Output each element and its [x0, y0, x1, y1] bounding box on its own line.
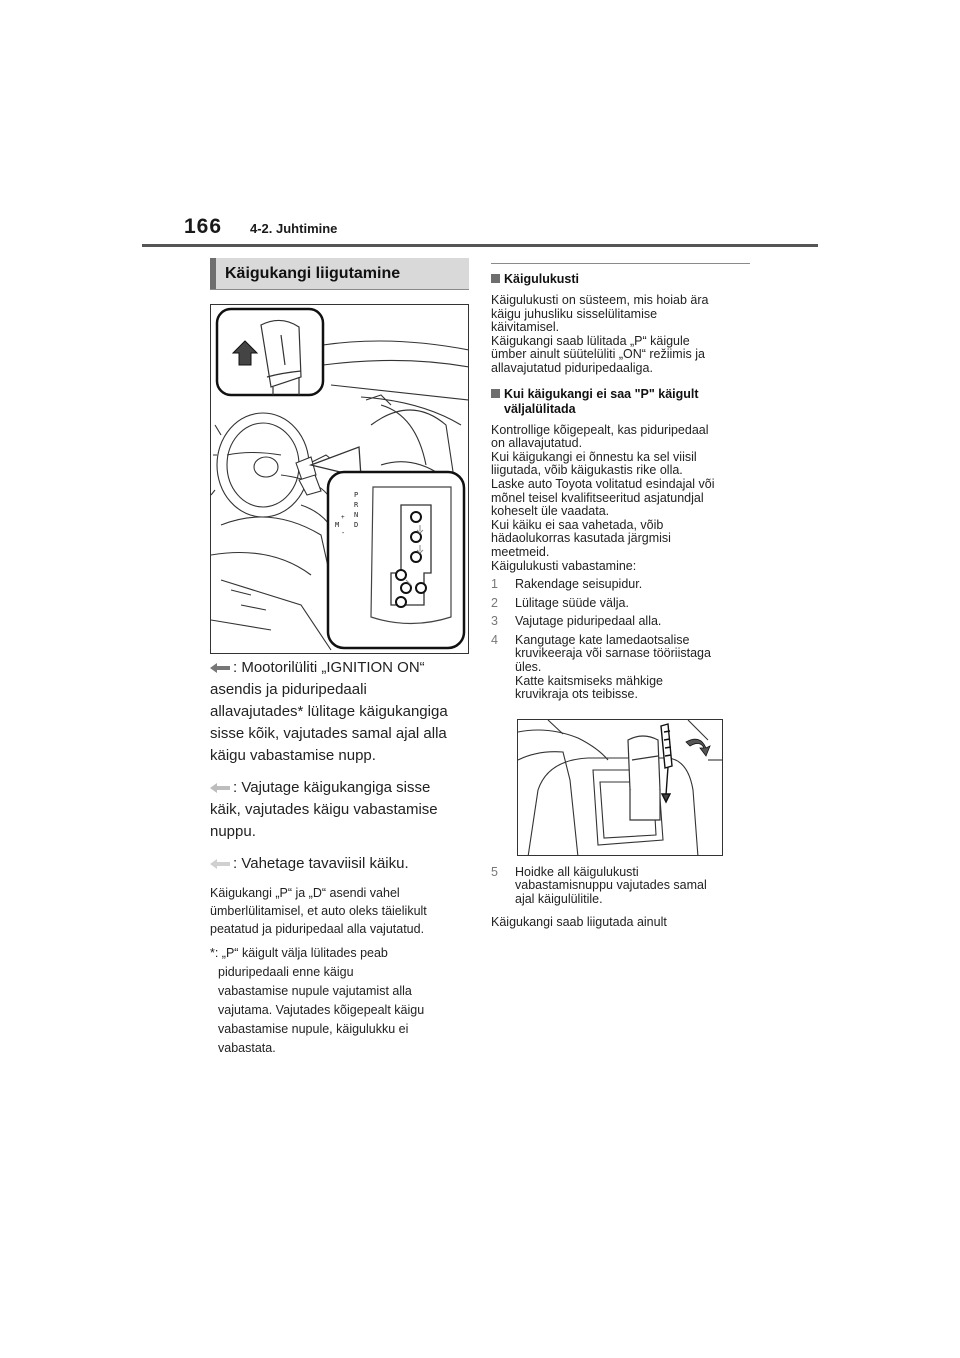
step-3: 3 Vajutage piduripedaal alla. [491, 614, 662, 629]
screwdriver-figure [517, 719, 723, 856]
gear-label-r: R [354, 501, 359, 509]
gear-label-p: P [354, 491, 359, 499]
closing-line: Käigukangi saab liigutada ainult [491, 914, 667, 929]
note-paragraph: Käigukangi „P“ ja „D“ asendi vahel ümberlülitamisel, et auto oleks täielikult peatatud ja piduripedaal alla vajutatud. [210, 886, 427, 936]
release-steps [491, 578, 750, 702]
section-heading: Käigukangi liigutamine [210, 258, 469, 289]
screwdriver-illustration [518, 720, 723, 856]
gear-label-m: M [335, 521, 340, 529]
legend-item-1: : Mootorilüliti „IGNITION ON“ asendis ja piduripedaali allavajutades* lülitage käigukangiga sisse kõik, vajutades samal ajal alla käigu vabastamise nupp. [210, 659, 448, 764]
light-arrow-icon [210, 859, 230, 869]
gear-label-plus: + [341, 514, 345, 521]
header-rule [142, 244, 818, 247]
right-column [491, 263, 750, 929]
step-5: 5 Hoidke all käigulukusti vabastamisnuppu vajutades samal ajal käigulülitile. [491, 864, 707, 907]
step-1: 1 Rakendage seisupidur. [491, 577, 643, 592]
gear-label-minus: - [341, 529, 346, 537]
right-rule [491, 263, 750, 264]
step-2: 2 Lülitage süüde välja. [491, 595, 629, 610]
heading-rule [210, 289, 469, 290]
square-bullet-icon [491, 389, 500, 398]
legend-item-3: : Vahetage tavaviisil käiku. [210, 853, 469, 875]
cannot-shift-paragraph: Kontrollige kõigepealt, kas piduripedaal on allavajutatud. Kui käigukangi ei õnnestu ka sel viisil liigutada, võib käigukastis rike olla. Laske auto Toyota volitatud esindajal või mõnel teisel kvalifitseeritud asjatundjal koheselt üle vaadata. Kui käiku ei saa vahetada, võib hädaolukorras kasutada järgmisi meetmeid. Käigulukusti vabastamine: [491, 422, 715, 573]
legend-item-2: : Vajutage käigukangiga sisse käik, vajutades käigu vabastamise nuppu. [210, 779, 438, 840]
subheading-cannot-shift: Kui käigukangi ei saa "P" käigult väljalülitada [491, 387, 750, 417]
left-column [210, 258, 469, 1058]
footnote: *: „P“ käigult välja lülitades peab piduripedaali enne käigu vabastamise nupule vajutamist alla vajutama. Vajutades kõigepealt käigu vabastamise nupule, käigulukku ei vabastata. [210, 946, 425, 1055]
shift-lock-paragraph: Käigulukusti on süsteem, mis hoiab ära käigu juhusliku sisselülitamise käivitamisel. Käigukangi saab lülitada „P“ käigule ümber ainult süütelüliti „ON“ režiimis ja allavajutatud piduripedaaliga. [491, 293, 709, 375]
dark-arrow-icon [210, 663, 230, 673]
section-title: 4-2. Juhtimine [250, 221, 338, 236]
step-4: 4 Kangutage kate lamedaotsalise kruvikeeraja või sarnase tööriistaga üles. Katte kaitsmiseks mähkige kruvikraja ots teibisse. [491, 632, 711, 702]
subheading-shift-lock: Käigulukusti [491, 272, 750, 287]
square-bullet-icon [491, 274, 500, 283]
car-interior-illustration [211, 305, 469, 654]
page-number: 166 [184, 215, 223, 238]
light-arrow-icon [210, 783, 230, 793]
shift-lever-figure [210, 304, 469, 654]
gear-label-d: D [354, 521, 359, 529]
gear-label-n: N [354, 511, 359, 519]
